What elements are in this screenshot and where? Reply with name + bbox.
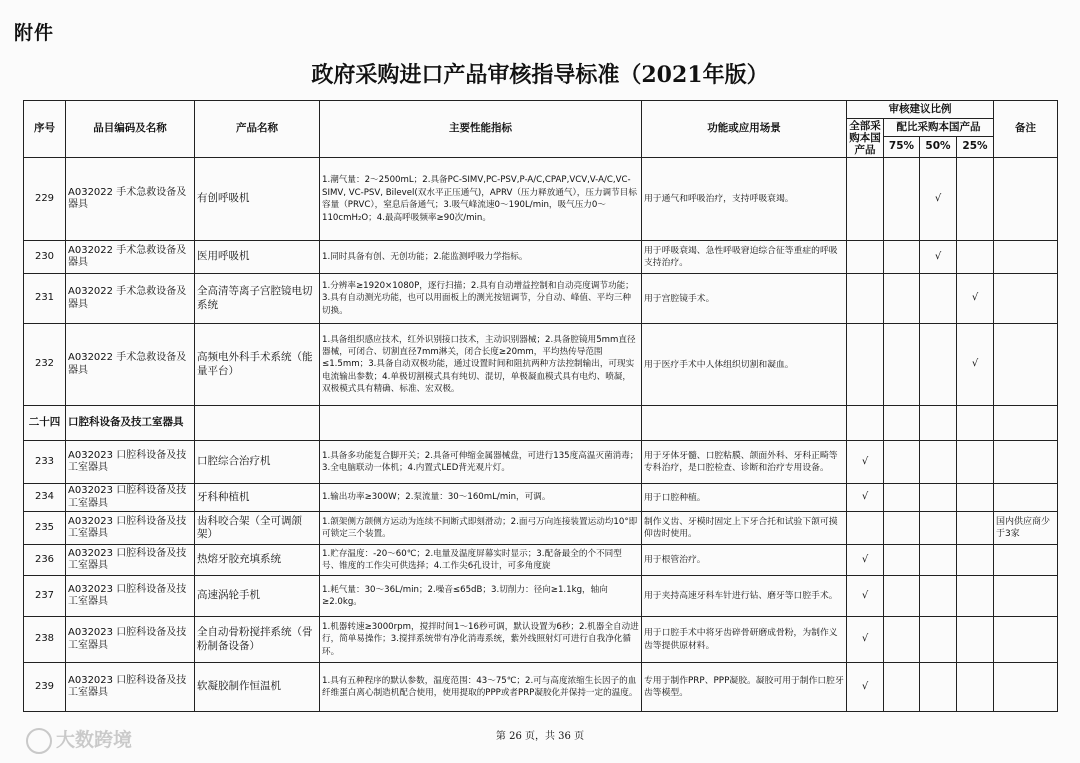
row-25: √: [957, 274, 994, 324]
row-50: √: [920, 241, 957, 274]
row-note: [994, 158, 1058, 241]
row-product: 有创呼吸机: [195, 158, 320, 241]
row-50: [920, 484, 957, 512]
row-code: A032022 手术急救设备及器具: [66, 241, 195, 274]
table-row: [24, 441, 1058, 484]
row-25: [957, 484, 994, 512]
row-function: 用于呼吸衰竭、急性呼吸窘迫综合征等重症的呼吸支持治疗。: [642, 241, 847, 274]
row-function: 用于宫腔镜手术。: [642, 274, 847, 324]
row-all-domestic: [847, 512, 884, 545]
row-25: [957, 241, 994, 274]
row-note: [994, 663, 1058, 712]
row-75: [884, 576, 920, 617]
row-note: [994, 441, 1058, 484]
row-seq: 230: [24, 241, 66, 274]
row-specs: 1.输出功率≥300W；2.泵流量：30～160mL/min，可调。: [320, 484, 642, 512]
row-function: 用于口腔手术中将牙齿碎骨研磨成骨粉，为制作义齿等提供原材料。: [642, 617, 847, 663]
row-code: A032022 手术急救设备及器具: [66, 274, 195, 324]
header-seq: 序号: [24, 101, 66, 158]
row-seq: 238: [24, 617, 66, 663]
row-function: 用于夹持高速牙科车针进行钻、磨牙等口腔手术。: [642, 576, 847, 617]
table-row: [24, 545, 1058, 576]
row-all-domestic: [847, 324, 884, 406]
row-code: A032023 口腔科设备及技工室器具: [66, 441, 195, 484]
row-25: [957, 545, 994, 576]
header-50: 50%: [920, 137, 957, 158]
table-row: [24, 241, 1058, 274]
row-seq: 233: [24, 441, 66, 484]
row-75: [884, 158, 920, 241]
row-all-domestic: √: [847, 441, 884, 484]
row-code: A032023 口腔科设备及技工室器具: [66, 484, 195, 512]
row-75: [884, 324, 920, 406]
row-product: 医用呼吸机: [195, 241, 320, 274]
row-note: [994, 576, 1058, 617]
table-row: [24, 484, 1058, 512]
row-all-domestic: [847, 158, 884, 241]
row-all-domestic: [847, 241, 884, 274]
row-note: [994, 274, 1058, 324]
row-50: [920, 274, 957, 324]
row-seq: 236: [24, 545, 66, 576]
section-row: [24, 406, 1058, 441]
table-body: [24, 158, 1058, 712]
row-seq: 234: [24, 484, 66, 512]
row-50: [920, 663, 957, 712]
row-25: [957, 576, 994, 617]
row-note: [994, 241, 1058, 274]
row-product: 软凝胶制作恒温机: [195, 663, 320, 712]
row-code: A032023 口腔科设备及技工室器具: [66, 545, 195, 576]
page-footer: 第 26 页，共 36 页: [495, 731, 585, 742]
row-product: 全自动骨粉搅拌系统（骨粉制备设备）: [195, 617, 320, 663]
row-50: [920, 324, 957, 406]
row-code: A032022 手术急救设备及器具: [66, 324, 195, 406]
row-all-domestic: [847, 274, 884, 324]
header-function: 功能或应用场景: [642, 101, 847, 158]
row-75: [884, 617, 920, 663]
row-product: 齿科咬合架（全可调颌架）: [195, 512, 320, 545]
row-specs: 1.机器转速≥3000rpm，搅拌时间1～16秒可调，默认设置为6秒；2.机器全自动进行，简单易操作；3.搅拌系统带有净化消毒系统，紫外线照射灯可进行自我净化循环。: [320, 617, 642, 663]
row-code: A032022 手术急救设备及器具: [66, 158, 195, 241]
header-code: 品目编码及名称: [66, 101, 195, 158]
row-note: [994, 484, 1058, 512]
row-code: A032023 口腔科设备及技工室器具: [66, 576, 195, 617]
row-function: 专用于制作PRP、PPP凝胶。凝胶可用于制作口腔牙齿等模型。: [642, 663, 847, 712]
row-all-domestic: √: [847, 484, 884, 512]
row-specs: 1.贮存温度：-20～60℃；2.电量及温度屏幕实时显示；3.配备最全的个不同型号、锥度的工作尖可供选择；4.工作尖6孔设计，可多角度旋: [320, 545, 642, 576]
row-product: 高频电外科手术系统（能量平台）: [195, 324, 320, 406]
header-all-domestic: 全部采购本国产品: [847, 119, 884, 158]
row-25: [957, 663, 994, 712]
row-25: [957, 158, 994, 241]
table-row: [24, 158, 1058, 241]
row-seq: 229: [24, 158, 66, 241]
row-specs: 1.潮气量：2～2500mL；2.具备PC-SIMV,PC-PSV,P-A/C,CPAP,VCV,V-A/C,VC-SIMV, VC-PSV, Bilevel(双水平正压通气)，APRV（压力释放通气），压力调节目标容量（PRVC），窒息后备通气；3.吸气峰流速0～190L/min，吸气压力0～110cmH₂O；4.最高呼吸频率≥90次/min。: [320, 158, 642, 241]
document-title: 政府采购进口产品审核指导标准（2021年版）: [311, 62, 769, 88]
row-note: [994, 324, 1058, 406]
row-all-domestic: √: [847, 617, 884, 663]
row-code: A032023 口腔科设备及技工室器具: [66, 512, 195, 545]
header-product: 产品名称: [195, 101, 320, 158]
row-seq: 232: [24, 324, 66, 406]
watermark-text: 大数跨境: [56, 729, 133, 751]
section-title: 口腔科设备及技工室器具: [66, 406, 195, 441]
row-specs: 1.具备组织感应技术，红外识别接口技术，主动识别器械；2.具备腔镜用5mm直径器械，可闭合、切割直径7mm淋关，闭合长度≥20mm，平均热传导范围≤1.5mm；3.具备自动双极功能，通过设置时间和阻抗两种方法控制输出，可现实电流输出参数；4.单极切割模式具有纯切、混切，单极凝血模式具有电灼、喷凝，双极模式具有精确、标准、宏双极。: [320, 324, 642, 406]
row-all-domestic: √: [847, 663, 884, 712]
row-seq: 235: [24, 512, 66, 545]
row-specs: 1.具备多功能复合脚开关；2.具备可伸缩金属器械盘，可进行135度高温灭菌消毒；3.全电脑联动一体机；4.内置式LED背光观片灯。: [320, 441, 642, 484]
header-specs: 主要性能指标: [320, 101, 642, 158]
row-specs: 1.具有五种程序的默认参数，温度范围：43～75℃；2.可与高度浓缩生长因子的血纤维蛋白离心制造机配合使用，使用提取的PPP或者PRP凝胶化并保持一定的温度。: [320, 663, 642, 712]
header-domestic-ratio: 配比采购本国产品: [884, 119, 994, 137]
table-row: [24, 274, 1058, 324]
table-row: [24, 324, 1058, 406]
row-note: [994, 617, 1058, 663]
row-product: 牙科种植机: [195, 484, 320, 512]
row-product: 口腔综合治疗机: [195, 441, 320, 484]
row-specs: 1.分辨率≥1920×1080P，逐行扫描；2.具有自动增益控制和自动亮度调节功能；3.具有自动测光功能，也可以用面板上的测光按钮调节，分自动、峰值、平均三种切换。: [320, 274, 642, 324]
header-note: 备注: [994, 101, 1058, 158]
row-specs: 1.耗气量：30～36L/min；2.噪音≤65dB；3.切削力：径向≥1.1kg，轴向≥2.0kg。: [320, 576, 642, 617]
row-function: 用于通气和呼吸治疗，支持呼吸衰竭。: [642, 158, 847, 241]
row-specs: 1.颌架侧方颌侧方运动为连续不间断式即刻滑动；2.面弓万向连接装置运动均10°即可锁定三个装置。: [320, 512, 642, 545]
attachment-label: 附件: [14, 22, 55, 44]
row-25: √: [957, 324, 994, 406]
row-50: [920, 512, 957, 545]
row-50: √: [920, 158, 957, 241]
row-50: [920, 617, 957, 663]
row-product: 高速涡轮手机: [195, 576, 320, 617]
row-75: [884, 484, 920, 512]
row-seq: 239: [24, 663, 66, 712]
row-25: [957, 441, 994, 484]
row-code: A032023 口腔科设备及技工室器具: [66, 663, 195, 712]
row-50: [920, 576, 957, 617]
row-function: 用于医疗手术中人体组织切割和凝血。: [642, 324, 847, 406]
row-75: [884, 545, 920, 576]
row-function: 用于口腔种植。: [642, 484, 847, 512]
row-50: [920, 441, 957, 484]
row-all-domestic: √: [847, 576, 884, 617]
header-75: 75%: [884, 137, 920, 158]
row-25: [957, 512, 994, 545]
row-function: 制作义齿、牙模时固定上下牙合托和试验下颌可摸仰齿时使用。: [642, 512, 847, 545]
row-function: 用于根管治疗。: [642, 545, 847, 576]
row-75: [884, 512, 920, 545]
row-75: [884, 441, 920, 484]
row-product: 全高清等离子宫腔镜电切系统: [195, 274, 320, 324]
row-75: [884, 663, 920, 712]
row-75: [884, 274, 920, 324]
row-seq: 231: [24, 274, 66, 324]
row-note: [994, 545, 1058, 576]
row-function: 用于牙体牙髓、口腔粘膜、颌面外科、牙科正畸等专科治疗，是口腔检查、诊断和治疗专用设备。: [642, 441, 847, 484]
row-50: [920, 545, 957, 576]
table-row: [24, 576, 1058, 617]
header-25: 25%: [957, 137, 994, 158]
row-product: 热熔牙胶充填系统: [195, 545, 320, 576]
row-code: A032023 口腔科设备及技工室器具: [66, 617, 195, 663]
row-all-domestic: √: [847, 545, 884, 576]
row-seq: 237: [24, 576, 66, 617]
row-25: [957, 617, 994, 663]
header-ratio: 审核建议比例: [847, 101, 994, 119]
row-note: 国内供应商少于3家: [994, 512, 1058, 545]
row-75: [884, 241, 920, 274]
table-row: [24, 617, 1058, 663]
table-row: [24, 663, 1058, 712]
table-row: [24, 512, 1058, 545]
row-specs: 1.同时具备有创、无创功能；2.能监测呼吸力学指标。: [320, 241, 642, 274]
section-seq: 二十四: [24, 406, 66, 441]
standards-table: [23, 100, 1058, 712]
